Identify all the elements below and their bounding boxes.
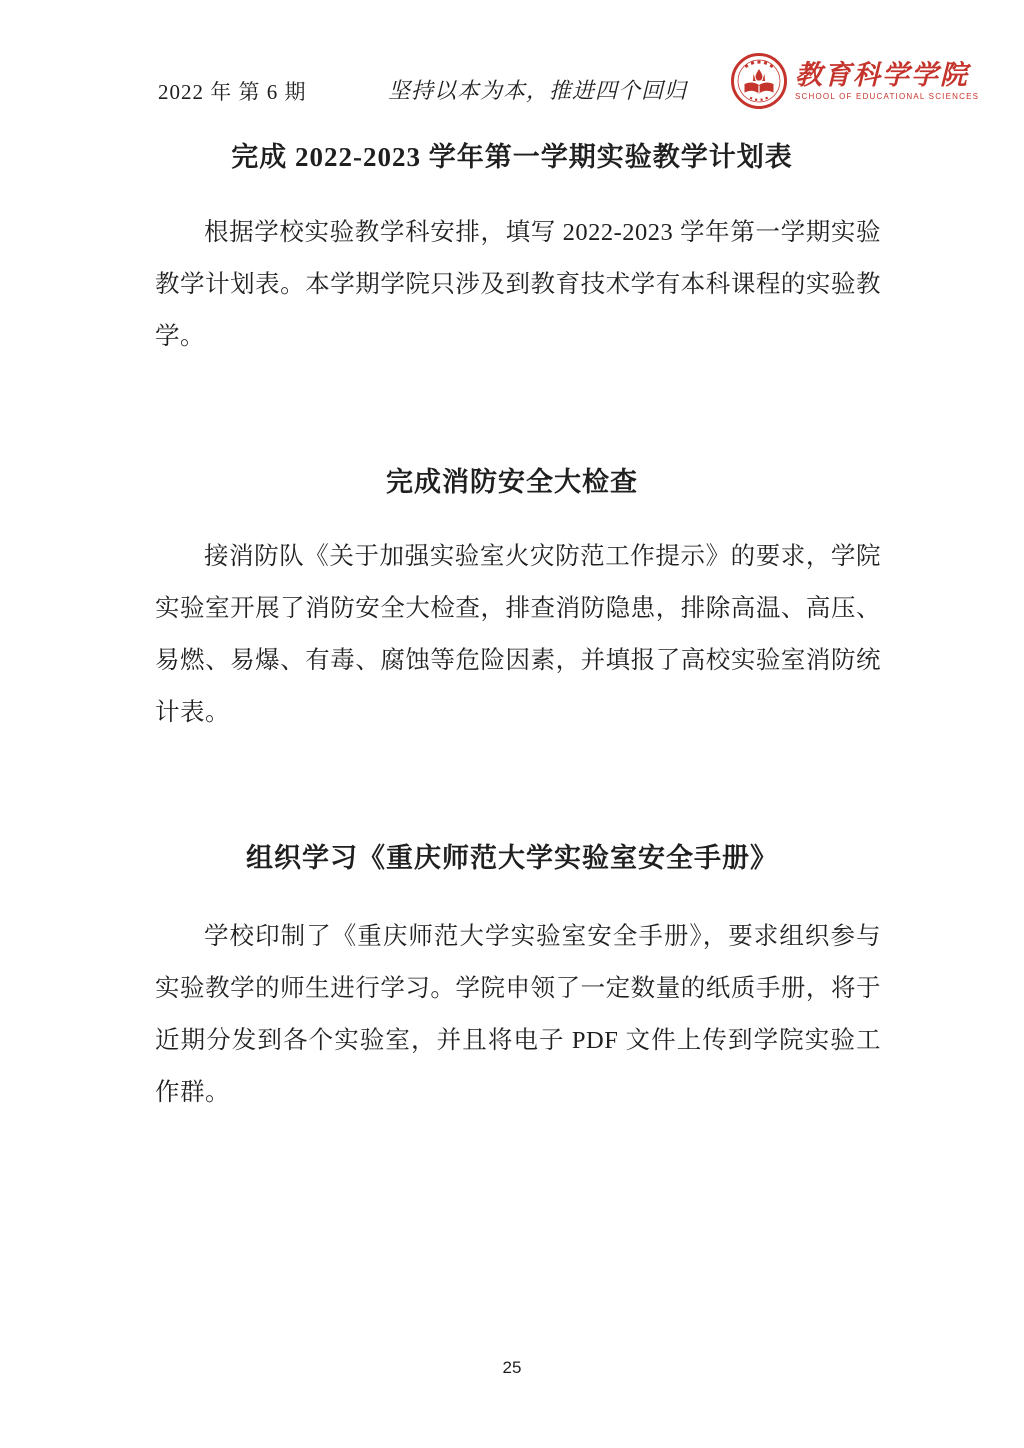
school-name-english: SCHOOL OF EDUCATIONAL SCIENCES [795,91,980,101]
school-logo [730,52,979,110]
issue-label: 2022 年 第 6 期 [158,80,307,104]
page-header [0,0,1024,130]
school-logo-text [795,61,979,101]
section-body-safety-manual-study: 学校印制了《重庆师范大学实验室安全手册》，要求组织参与实验教学的师生进行学习。学院申领了一定数量的纸质手册，将于近期分发到各个实验室，并且将电子 PDF 文件上传到学院实验工作群。 [155,923,881,1106]
section-title-experiment-plan: 完成 2022-2023 学年第一学期实验教学计划表 [231,142,793,172]
section-body-experiment-plan: 根据学校实验教学科安排，填写 2022-2023 学年第一学期实验教学计划表。本学期学院只涉及到教育技术学有本科课程的实验教学。 [155,219,881,350]
school-name-chinese: 教育科学学院 [795,60,969,91]
section-title-safety-manual-study: 组织学习《重庆师范大学实验室安全手册》 [246,843,778,873]
section-title-fire-safety-inspection: 完成消防安全大检查 [386,467,638,497]
school-emblem-icon [730,52,788,110]
header-slogan: 坚持以本为本，推进四个回归 [388,78,688,103]
section-body-fire-safety-inspection: 接消防队《关于加强实验室火灾防范工作提示》的要求，学院实验室开展了消防安全大检查，排查消防隐患，排除高温、高压、易燃、易爆、有毒、腐蚀等危险因素，并填报了高校实验室消防统计表。 [155,543,881,726]
page-number: 25 [502,1358,522,1377]
